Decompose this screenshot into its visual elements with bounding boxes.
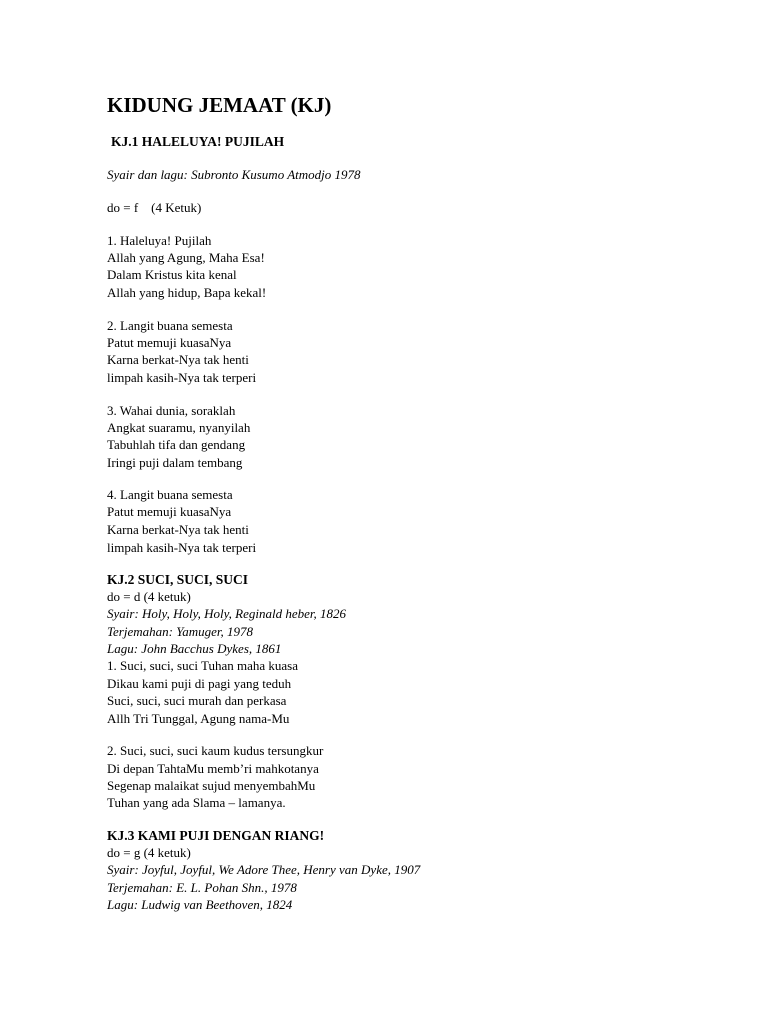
song-author: Syair dan lagu: Subronto Kusumo Atmodjo 1978 (107, 167, 361, 182)
song-credit: Terjemahan: E. L. Pohan Shn., 1978 (107, 880, 297, 895)
verse-line: 3. Wahai dunia, soraklah (107, 403, 236, 418)
verse-line: Karna berkat-Nya tak henti (107, 352, 249, 367)
song-credit: Lagu: Ludwig van Beethoven, 1824 (107, 897, 293, 912)
song-heading-kj2: KJ.2 SUCI, SUCI, SUCI (107, 572, 249, 587)
verse-line: 2. Suci, suci, suci kaum kudus tersungkur (107, 743, 324, 758)
verse-line: limpah kasih-Nya tak terperi (107, 370, 257, 385)
song-credit: Lagu: John Bacchus Dykes, 1861 (107, 641, 282, 656)
verse-line: Di depan TahtaMu memb’ri mahkotanya (107, 761, 319, 776)
verse-line: limpah kasih-Nya tak terperi (107, 540, 257, 555)
verse-line: Dalam Kristus kita kenal (107, 267, 237, 282)
song-credit: Syair: Joyful, Joyful, We Adore Thee, Henry van Dyke, 1907 (107, 862, 421, 877)
verse-line: Tabuhlah tifa dan gendang (107, 437, 246, 452)
verse-line: 2. Langit buana semesta (107, 318, 233, 333)
verse-line: Segenap malaikat sujud menyembahMu (107, 778, 316, 793)
verse-line: Dikau kami puji di pagi yang teduh (107, 676, 292, 691)
verse-line: Tuhan yang ada Slama – lamanya. (107, 795, 286, 810)
verse-line: Patut memuji kuasaNya (107, 335, 232, 350)
song-key: do = f (4 Ketuk) (107, 200, 202, 215)
verse-line: Allah yang hidup, Bapa kekal! (107, 285, 267, 300)
verse-line: Allh Tri Tunggal, Agung nama-Mu (107, 711, 290, 726)
verse-line: Angkat suaramu, nyanyilah (107, 420, 251, 435)
song-credit: Terjemahan: Yamuger, 1978 (107, 624, 254, 639)
verse-line: Iringi puji dalam tembang (107, 455, 243, 470)
verse-line: Karna berkat-Nya tak henti (107, 522, 249, 537)
verse-line: Allah yang Agung, Maha Esa! (107, 250, 265, 265)
document-title: KIDUNG JEMAAT (KJ) (107, 93, 332, 117)
verse-line: 1. Haleluya! Pujilah (107, 233, 212, 248)
verse-line: Patut memuji kuasaNya (107, 504, 232, 519)
song-key: do = d (4 ketuk) (107, 589, 191, 604)
song-heading-kj3: KJ.3 KAMI PUJI DENGAN RIANG! (107, 828, 325, 843)
song-credit: Syair: Holy, Holy, Holy, Reginald heber, 1826 (107, 606, 347, 621)
song-key: do = g (4 ketuk) (107, 845, 191, 860)
verse-line: 4. Langit buana semesta (107, 487, 233, 502)
verse-line: 1. Suci, suci, suci Tuhan maha kuasa (107, 658, 299, 673)
song-heading-kj1: KJ.1 HALELUYA! PUJILAH (111, 134, 285, 149)
verse-line: Suci, suci, suci murah dan perkasa (107, 693, 287, 708)
